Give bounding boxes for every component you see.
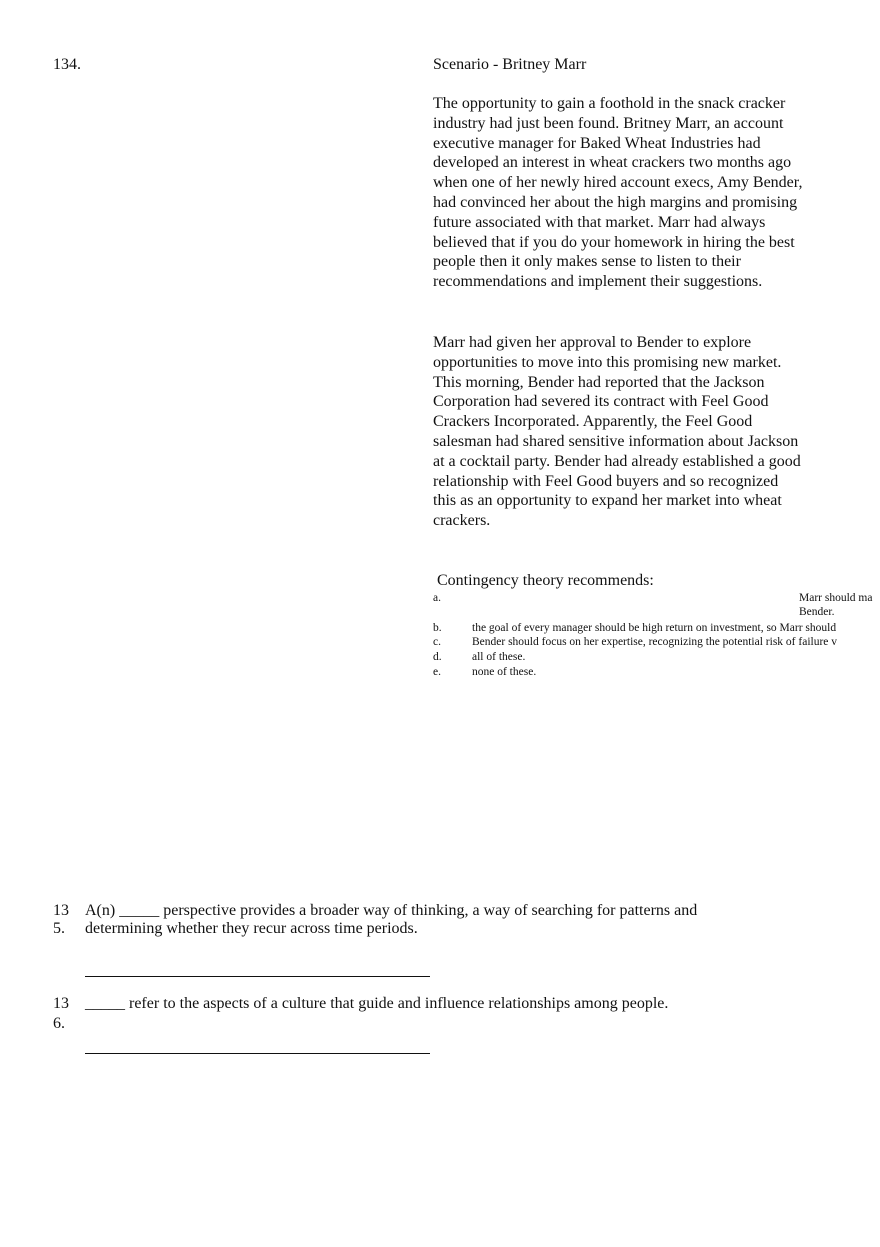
scenario-paragraph-1: The opportunity to gain a foothold in the snack cracker industry had just been found. Britney Marr, an account executive manager for Baked Wheat Industries had developed an interest in wheat crackers two months ago when one of her newly hired account execs, Amy Bender, had convinced her about the high margins and promising future associated with that market. Marr had always believed that if you do your homework in hiring the best people then it only makes sense to listen to their recommendations and implement their suggestions.	[433, 95, 803, 291]
answer-blank-135[interactable]	[85, 976, 430, 977]
choice-letter-a: a.	[433, 592, 441, 604]
choice-text-c: Bender should focus on her expertise, recognizing the potential risk of failure v	[472, 636, 838, 648]
choice-text-d: all of these.	[472, 651, 526, 663]
question-prompt: Contingency theory recommends:	[437, 572, 654, 589]
scenario-paragraph-2: Marr had given her approval to Bender to explore opportunities to move into this promising new market. This morning, Bender had reported that the Jackson Corporation had severed its contract with Feel Good Crackers Incorporated. Apparently, the Feel Good salesman had shared sensitive information about Jackson at a cocktail party. Bender had already established a good relationship with Feel Good buyers and so recognized this as an opportunity to expand her market into wheat crackers.	[433, 334, 801, 530]
scenario-title: Scenario - Britney Marr	[433, 56, 587, 73]
choice-letter-c: c.	[433, 636, 441, 648]
choice-text-e: none of these.	[472, 666, 537, 678]
question-number-136-part1: 13	[53, 995, 69, 1012]
question-number-135-part1: 13	[53, 902, 69, 919]
choice-letter-b: b.	[433, 622, 442, 634]
question-number-136-part2: 6.	[53, 1015, 65, 1032]
question-135-line1: A(n) _____ perspective provides a broader way of thinking, a way of searching for patterns and	[85, 902, 698, 919]
question-number-135-part2: 5.	[53, 920, 65, 937]
answer-blank-136[interactable]	[85, 1053, 430, 1054]
question-number: 134.	[53, 56, 81, 73]
choice-letter-e: e.	[433, 666, 441, 678]
choice-letter-d: d.	[433, 651, 442, 663]
choice-text-a-line1: Marr should ma	[799, 592, 873, 604]
choice-text-a-line2: Bender.	[799, 606, 835, 618]
choice-text-b: the goal of every manager should be high return on investment, so Marr should	[472, 622, 837, 634]
question-136-line1: _____ refer to the aspects of a culture that guide and influence relationships among people.	[85, 995, 669, 1012]
question-135-line2: determining whether they recur across time periods.	[85, 920, 418, 937]
